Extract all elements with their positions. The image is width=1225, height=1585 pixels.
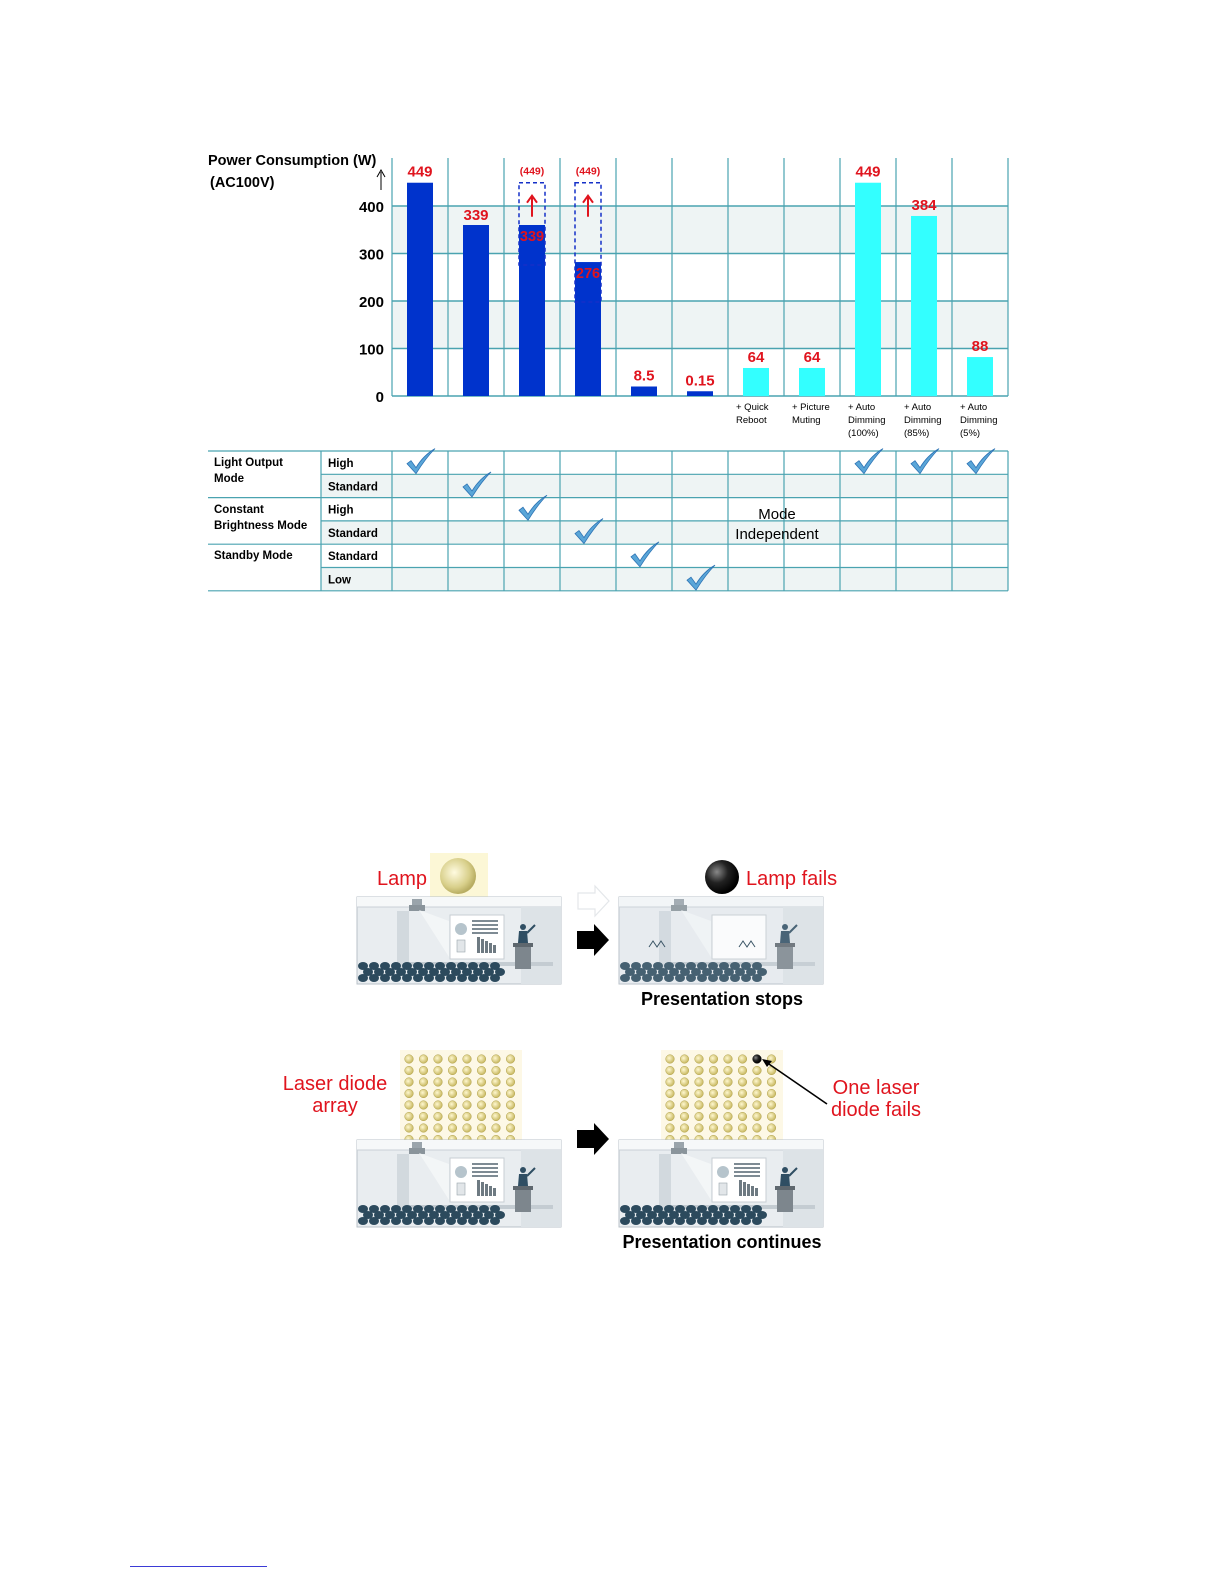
bar-value-label: 339	[519, 229, 545, 245]
bar	[743, 368, 769, 396]
mode-group-label: Constant Brightness Mode	[214, 504, 308, 532]
check-mark-icon	[967, 449, 995, 474]
presentation-continues-caption: Presentation continues	[622, 1232, 822, 1252]
diode-icon	[767, 1055, 776, 1064]
diode-icon	[448, 1055, 457, 1064]
diode-icon	[666, 1101, 675, 1110]
diode-icon	[767, 1101, 776, 1110]
check-mark-icon	[631, 542, 659, 567]
diode-icon	[724, 1124, 733, 1133]
diode-icon	[405, 1089, 414, 1098]
diode-icon	[767, 1135, 776, 1144]
right-arrow-icon	[577, 1123, 609, 1155]
bar	[519, 225, 545, 396]
diode-icon	[434, 1078, 443, 1087]
diode-icon	[695, 1066, 704, 1075]
diode-icon	[724, 1112, 733, 1121]
lamp-label: Lamp	[377, 868, 428, 890]
mode-row-label: High	[328, 504, 354, 517]
pointer-line	[766, 1062, 827, 1104]
diode-icon	[463, 1078, 472, 1087]
failed-lamp-icon	[705, 860, 739, 894]
table-band	[321, 568, 1008, 591]
bar	[855, 183, 881, 396]
diode-icon	[738, 1101, 747, 1110]
bar	[967, 357, 993, 396]
diode-icon	[448, 1135, 457, 1144]
mode-row-label: High	[328, 458, 354, 470]
diode-icon	[767, 1078, 776, 1087]
diode-icon	[738, 1066, 747, 1075]
bar	[911, 216, 937, 396]
diode-icon	[753, 1124, 762, 1133]
diode-icon	[695, 1101, 704, 1110]
bar	[687, 391, 713, 396]
pie-graphic	[455, 923, 467, 935]
diode-icon	[738, 1089, 747, 1098]
diode-icon	[463, 1124, 472, 1133]
presentation-stops-caption: Presentation stops	[640, 989, 804, 1009]
diode-icon	[753, 1135, 762, 1144]
diode-icon	[680, 1112, 689, 1121]
x-category-label: + Auto Dimming (85%)	[904, 402, 942, 439]
bar-value-label: 64	[803, 348, 821, 366]
diode-icon	[434, 1055, 443, 1064]
check-mark-icon	[407, 449, 435, 474]
bar-value-label: 384	[911, 196, 937, 214]
diode-icon	[680, 1135, 689, 1144]
diode-icon	[709, 1124, 718, 1133]
bar	[463, 225, 489, 396]
diode-icon	[695, 1055, 704, 1064]
diode-icon	[405, 1112, 414, 1121]
diode-icon	[477, 1089, 486, 1098]
diode-icon	[695, 1089, 704, 1098]
diode-icon	[419, 1124, 428, 1133]
diode-icon	[506, 1066, 515, 1075]
diode-icon	[666, 1112, 675, 1121]
diode-icon	[506, 1055, 515, 1064]
diode-icon	[753, 1066, 762, 1075]
diode-icon	[695, 1124, 704, 1133]
diode-icon	[680, 1078, 689, 1087]
diode-icon	[709, 1089, 718, 1098]
faded-arrow-icon	[578, 886, 609, 916]
diode-icon	[666, 1055, 675, 1064]
mode-row-label: Standard	[328, 481, 378, 494]
diode-icon	[448, 1078, 457, 1087]
bar	[407, 183, 433, 396]
bar-max-label: (449)	[519, 165, 545, 178]
diode-icon	[666, 1124, 675, 1133]
bar-value-label: 276	[575, 266, 601, 283]
diode-icon	[767, 1089, 776, 1098]
laser-array-label: Laser diode array	[282, 1073, 388, 1117]
y-axis-unit: (AC100V)	[210, 175, 275, 191]
diode-icon	[506, 1078, 515, 1087]
diode-icon	[477, 1066, 486, 1075]
diode-icon	[419, 1078, 428, 1087]
diode-icon	[724, 1135, 733, 1144]
check-mark-icon	[855, 449, 883, 474]
diode-icon	[753, 1089, 762, 1098]
diode-icon	[506, 1112, 515, 1121]
y-tick-label: 100	[358, 341, 384, 359]
diode-icon	[405, 1135, 414, 1144]
diode-icon	[506, 1089, 515, 1098]
classroom-illustration	[619, 1140, 823, 1227]
diode-icon	[419, 1066, 428, 1075]
diode-icon	[666, 1135, 675, 1144]
diode-icon	[724, 1055, 733, 1064]
diode-icon	[405, 1066, 414, 1075]
laser-diode-array	[400, 1050, 522, 1144]
diode-icon	[709, 1112, 718, 1121]
bar-value-label: 0.15	[685, 372, 715, 390]
diode-icon	[709, 1055, 718, 1064]
x-category-label: + Auto Dimming (100%)	[848, 402, 886, 439]
diode-icon	[463, 1055, 472, 1064]
diode-icon	[738, 1055, 747, 1064]
diode-icon	[492, 1078, 501, 1087]
y-axis-label: Power Consumption (W)	[208, 153, 377, 169]
diode-icon	[680, 1124, 689, 1133]
classroom-illustration	[619, 897, 823, 984]
diode-icon	[405, 1101, 414, 1110]
bar-value-label: 449	[855, 163, 881, 181]
table-band	[321, 474, 1008, 497]
bar	[799, 368, 825, 396]
diode-icon	[492, 1124, 501, 1133]
diode-icon	[724, 1078, 733, 1087]
x-category-label: + Picture Muting	[792, 402, 830, 426]
mode-row-label: Standard	[328, 527, 378, 540]
diode-icon	[434, 1101, 443, 1110]
diode-icon	[477, 1124, 486, 1133]
classroom-illustration	[357, 1140, 561, 1227]
classroom-illustration	[357, 897, 561, 984]
diode-icon	[753, 1101, 762, 1110]
y-tick-label: 300	[358, 246, 384, 264]
diode-icon	[738, 1112, 747, 1121]
diode-icon	[492, 1089, 501, 1098]
power-consumption-chart	[0, 0, 1225, 620]
x-category-label: + Quick Reboot	[736, 402, 769, 426]
diode-icon	[448, 1066, 457, 1075]
pie-graphic	[717, 1166, 729, 1178]
bar-value-label: 64	[747, 348, 765, 366]
diode-icon	[448, 1089, 457, 1098]
mode-independent-note: Mode Independent	[735, 506, 819, 543]
y-tick-label: 200	[358, 294, 384, 311]
diode-icon	[448, 1112, 457, 1121]
diode-icon	[724, 1101, 733, 1110]
diode-icon	[405, 1078, 414, 1087]
diode-icon	[680, 1055, 689, 1064]
diode-icon	[724, 1089, 733, 1098]
mode-row-label: Standard	[328, 551, 378, 564]
diode-icon	[680, 1089, 689, 1098]
diode-icon	[695, 1112, 704, 1121]
diode-icon	[492, 1112, 501, 1121]
diode-icon	[724, 1066, 733, 1075]
diode-icon	[738, 1124, 747, 1133]
diode-icon	[463, 1112, 472, 1121]
bar	[575, 262, 601, 396]
mode-group-label: Light Output Mode	[214, 457, 283, 485]
diode-icon	[448, 1124, 457, 1133]
diode-icon	[405, 1055, 414, 1064]
diode-icon	[434, 1124, 443, 1133]
diode-icon	[463, 1089, 472, 1098]
diode-icon	[419, 1112, 428, 1121]
diode-icon	[463, 1101, 472, 1110]
lamp-glow	[430, 853, 488, 899]
diode-icon	[680, 1066, 689, 1075]
diode-icon	[695, 1078, 704, 1087]
diode-fails-label: One laser diode fails	[830, 1077, 922, 1121]
diode-icon	[419, 1089, 428, 1098]
diode-icon	[753, 1112, 762, 1121]
diode-icon	[666, 1089, 675, 1098]
diode-icon	[767, 1112, 776, 1121]
diode-icon	[666, 1078, 675, 1087]
y-tick-label: 0	[375, 389, 384, 406]
diode-icon	[680, 1101, 689, 1110]
right-arrow-icon	[577, 924, 609, 956]
diode-icon	[709, 1101, 718, 1110]
diode-icon	[434, 1089, 443, 1098]
bar	[631, 387, 657, 397]
diode-icon	[434, 1066, 443, 1075]
diode-icon	[709, 1066, 718, 1075]
bar-value-label: 339	[463, 207, 489, 224]
diode-icon	[492, 1066, 501, 1075]
x-category-label: + Auto Dimming (5%)	[960, 402, 998, 439]
bar-value-label: 88	[971, 338, 989, 356]
pie-graphic	[455, 1166, 467, 1178]
diode-icon	[434, 1135, 443, 1144]
diode-icon	[506, 1135, 515, 1144]
confusion-mark	[739, 941, 755, 947]
check-mark-icon	[519, 495, 547, 520]
diode-icon	[477, 1101, 486, 1110]
diode-icon	[753, 1078, 762, 1087]
diode-icon	[767, 1124, 776, 1133]
diode-icon	[419, 1101, 428, 1110]
diode-icon	[448, 1101, 457, 1110]
bar-value-label: 449	[407, 163, 433, 181]
diode-icon	[709, 1078, 718, 1087]
diode-icon	[767, 1066, 776, 1075]
diode-icon	[738, 1135, 747, 1144]
check-mark-icon	[911, 449, 939, 474]
diode-icon	[463, 1135, 472, 1144]
failed-diode-icon	[753, 1055, 762, 1064]
diode-icon	[695, 1135, 704, 1144]
diode-icon	[666, 1066, 675, 1075]
confusion-mark	[649, 941, 665, 947]
diode-icon	[434, 1112, 443, 1121]
diode-icon	[477, 1055, 486, 1064]
mode-row-label: Low	[328, 574, 351, 587]
bar-value-label: 8.5	[633, 367, 655, 385]
pointer-arrowhead	[762, 1059, 772, 1067]
diode-icon	[419, 1055, 428, 1064]
table-band	[321, 521, 1008, 544]
diode-icon	[506, 1101, 515, 1110]
diode-icon	[492, 1055, 501, 1064]
laser-diode-array	[661, 1050, 783, 1144]
bar-max-label: (449)	[575, 165, 601, 178]
diode-icon	[738, 1078, 747, 1087]
diode-icon	[405, 1124, 414, 1133]
footer-rule	[130, 1566, 267, 1567]
diode-icon	[492, 1135, 501, 1144]
lamp-fails-label: Lamp fails	[746, 868, 838, 890]
diode-icon	[492, 1101, 501, 1110]
diode-icon	[419, 1135, 428, 1144]
y-tick-label: 400	[358, 199, 384, 216]
diode-icon	[463, 1066, 472, 1075]
diode-icon	[506, 1124, 515, 1133]
diode-icon	[477, 1078, 486, 1087]
diode-icon	[477, 1112, 486, 1121]
mode-group-label: Standby Mode	[214, 550, 293, 562]
lamp-icon	[440, 858, 476, 894]
diode-icon	[477, 1135, 486, 1144]
diode-icon	[709, 1135, 718, 1144]
